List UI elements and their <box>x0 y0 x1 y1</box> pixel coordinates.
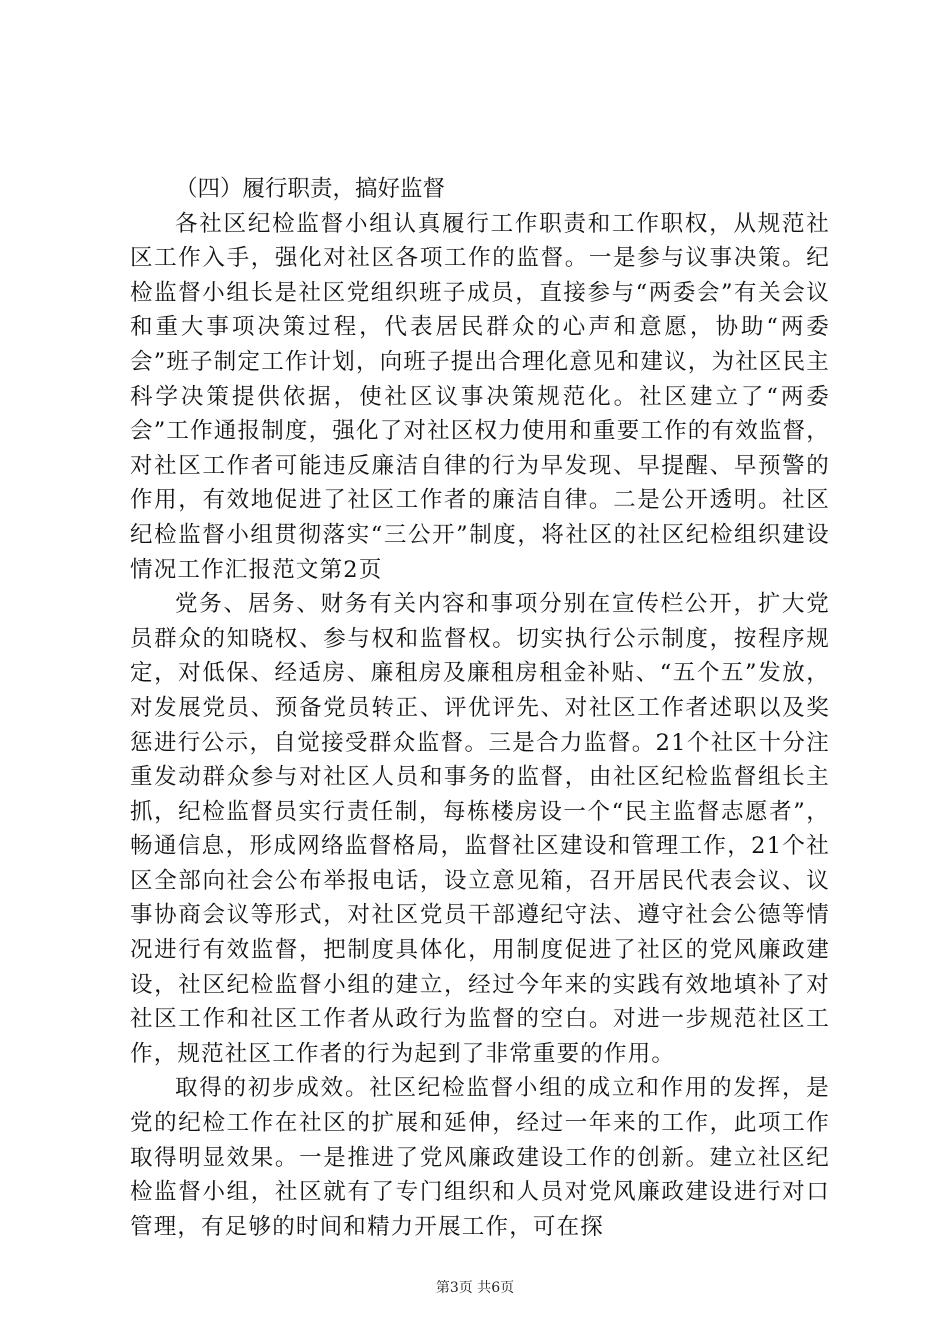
document-body <box>130 172 830 1244</box>
section-heading: （四）履行职责，搞好监督 <box>175 176 446 202</box>
paragraph-3: 取得的初步成效。社区纪检监督小组的成立和作用的发挥，是党的纪检工作在社区的扩展和延伸，经过一年来的工作，此项工作取得明显效果。一是推进了党风廉政建设工作的创新。建立社区纪检监督小组，社区就有了专门组织和人员对党风廉政建设进行对口管理，有足够的时间和精力开展工作，可在探 <box>130 1075 830 1240</box>
page-footer: 第3页 共6页 <box>435 1280 515 1296</box>
paragraph-2: 党务、居务、财务有关内容和事项分别在宣传栏公开，扩大党员群众的知晓权、参与权和监督权。切实执行公示制度，按程序规定，对低保、经适房、廉租房及廉租房租金补贴、“五个五”发放，对发展党员、预备党员转正、评优评先、对社区工作者述职以及奖惩进行公示，自觉接受群众监督。三是合力监督。21个社区十分注重发动群众参与对社区人员和事务的监督，由社区纪检监督组长主抓，纪检监督员实行责任制，每栋楼房设一个“民主监督志愿者”，畅通信息，形成网络监督格局，监督社区建设和管理工作，21个社区全部向社会公布举报电话，设立意见箱，召开居民代表会议、议事协商会议等形式，对社区党员干部遵纪守法、遵守社会公德等情况进行有效监督，把制度具体化，用制度促进了社区的党风廉政建设，社区纪检监督小组的建立，经过今年来的实践有效地填补了对社区工作和社区工作者从政行为监督的空白。对进一步规范社区工作，规范社区工作者的行为起到了非常重要的作用。 <box>130 591 830 1067</box>
paragraph-1: 各社区纪检监督小组认真履行工作职责和工作职权，从规范社区工作入手，强化对社区各项工作的监督。一是参与议事决策。纪检监督小组长是社区党组织班子成员，直接参与“两委会”有关会议和重大事项决策过程，代表居民群众的心声和意愿，协助“两委会”班子制定工作计划，向班子提出合理化意见和建议，为社区民主科学决策提供依据，使社区议事决策规范化。社区建立了“两委会”工作通报制度，强化了对社区权力使用和重要工作的有效监督，对社区工作者可能违反廉洁自律的行为早发现、早提醒、早预警的作用，有效地促进了社区工作者的廉洁自律。二是公开透明。社区纪检监督小组贯彻落实“三公开”制度，将社区的社区纪检组织建设情况工作汇报范文第2页 <box>130 210 831 583</box>
